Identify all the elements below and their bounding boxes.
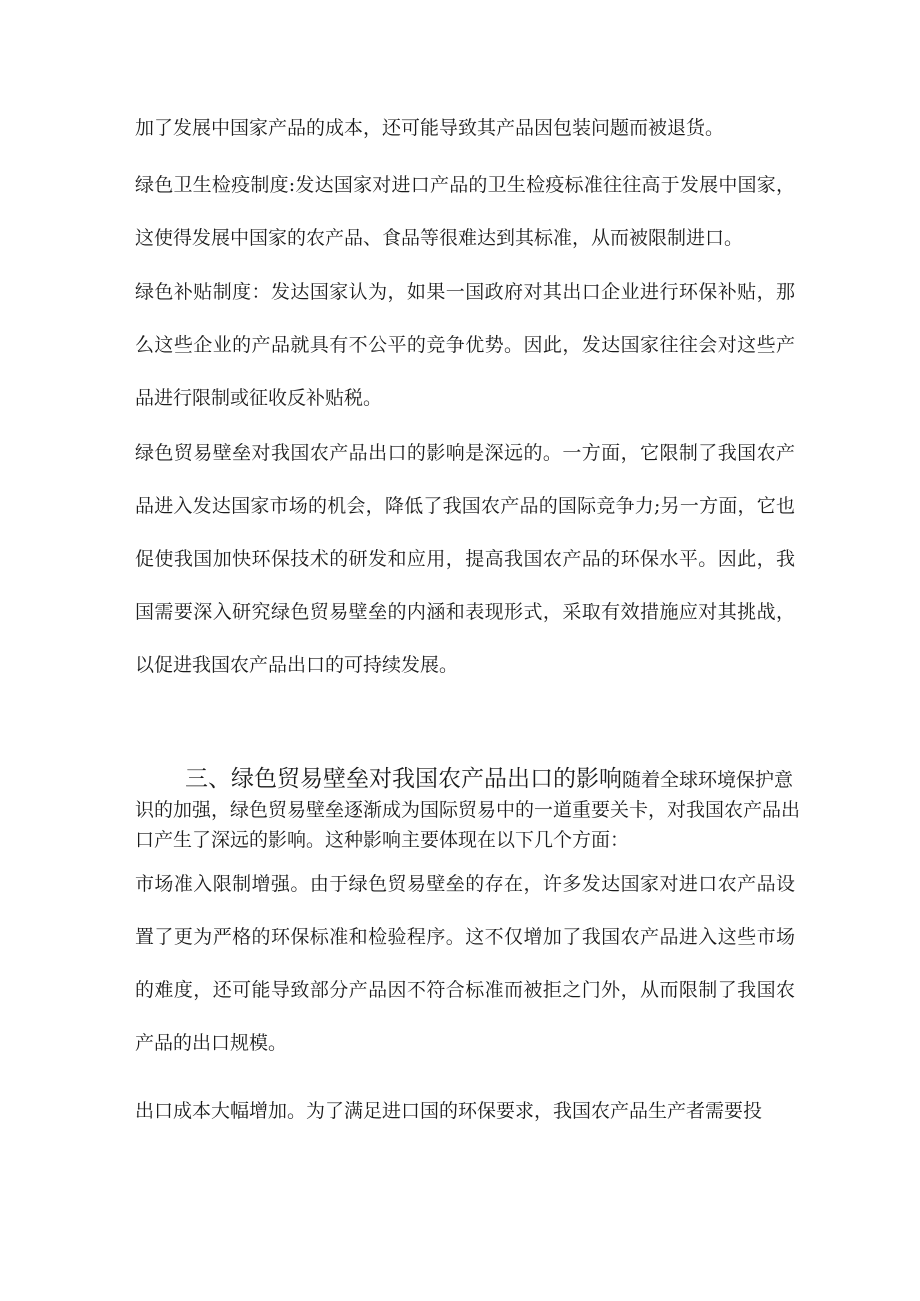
paragraph-sanitary-quarantine: 绿色卫生检疫制度:发达国家对进口产品的卫生检疫标准往往高于发展中国家，这使得发展中国家的农产品、食品等很难达到其标准，从而被限制进口。 [135,174,795,249]
paragraph-packaging-cost: 加了发展中国家产品的成本，还可能导致其产品因包装问题而被退货。 [135,117,725,139]
paragraph-export-cost: 出口成本大幅增加。为了满足进口国的环保要求，我国农产品生产者需要投 [135,1100,763,1122]
section-three-block [135,764,800,855]
section-heading: 三、绿色贸易壁垒对我国农产品出口的影响 [185,766,622,792]
paragraph-subsidy-system: 绿色补贴制度：发达国家认为，如果一国政府对其出口企业进行环保补贴，那么这些企业的产品就具有不公平的竞争优势。因此，发达国家往往会对这些产品进行限制或征收反补贴税。 [135,281,795,409]
section-intro: 随着全球环境保护意识的加强，绿色贸易壁垒逐渐成为国际贸易中的一道重要关卡，对我国农产品出口产生了深远的影响。这种影响主要体现在以下几个方面： [135,769,801,851]
paragraph-impact-summary: 绿色贸易壁垒对我国农产品出口的影响是深远的。一方面，它限制了我国农产品进入发达国家市场的机会，降低了我国农产品的国际竞争力;另一方面，它也促使我国加快环保技术的研发和应用，提高我国农产品的环保水平。因此，我国需要深入研究绿色贸易壁垒的内涵和表现形式，采取有效措施应对其挑战，以促进我国农产品出口的可持续发展。 [135,442,795,676]
paragraph-market-access: 市场准入限制增强。由于绿色贸易壁垒的存在，许多发达国家对进口农产品设置了更为严格的环保标准和检验程序。这不仅增加了我国农产品进入这些市场的难度，还可能导致部分产品因不符合标准而被拒之门外，从而限制了我国农产品的出口规模。 [135,873,795,1054]
